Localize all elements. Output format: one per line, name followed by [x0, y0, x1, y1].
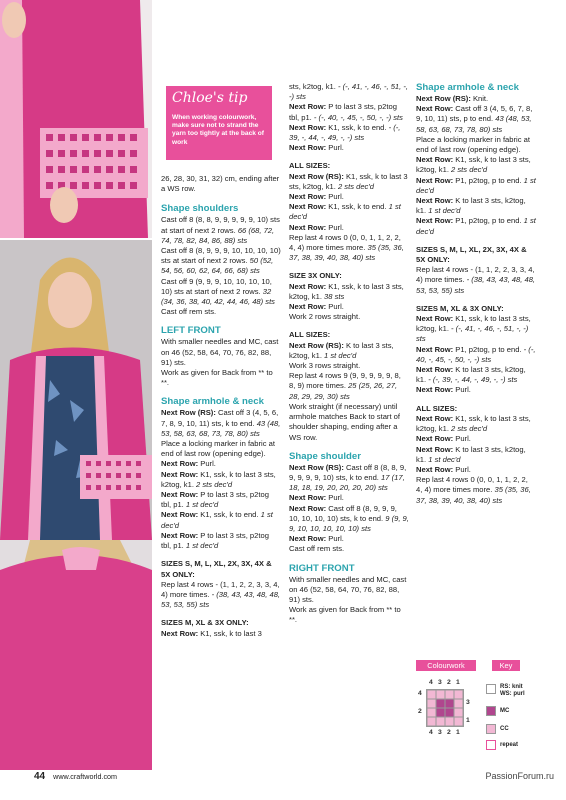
tip-text: When working colourwork, make sure not to strand the yarn too tightly at the back of work — [172, 114, 264, 146]
chart-row-label: 1 — [466, 717, 470, 724]
instruction: Next Row: K1, ssk, k to last 3 sts, k2tog, k1. - (-, 41, -, 46, -, 51, -, -) sts — [416, 314, 531, 344]
key-label-cc: CC — [500, 726, 509, 732]
instruction: Work 3 rows straight. — [289, 361, 361, 371]
chart-cell — [445, 699, 454, 708]
instruction: Cast off rem sts. — [161, 307, 217, 317]
chart-row-label: 3 — [466, 699, 470, 706]
instruction: Next Row: K1, ssk, k to end. 1 st dec'd — [289, 202, 401, 222]
instruction: Next Row: Purl. — [289, 302, 344, 312]
instruction: Rep last 4 rows - (1, 1, 2, 2, 3, 3, 4, 4) more times. - (38, 43, 43, 48, 48, 53, 53, 55) sts — [161, 579, 281, 610]
instruction: Next Row: Purl. — [289, 493, 344, 503]
size-heading: SIZES M, XL & 3X ONLY: — [161, 618, 249, 628]
key-title: Key — [492, 660, 520, 671]
instruction: Next Row: P1, p2tog, p to end. 1 st dec'd — [416, 216, 536, 236]
instruction: Next Row: P1, p2tog, p to end. - (-, 40, -, 45, -, 50, -, -) sts — [416, 344, 536, 364]
chart-grid — [426, 689, 464, 727]
chart-row-label: 4 — [418, 690, 422, 697]
chart-cell — [436, 717, 445, 726]
instruction: Rep last 4 rows 9 (9, 9, 9, 9, 9, 8, 8, 9) more times. 25 (25, 26, 27, 28, 29, 29, 30) sts — [289, 371, 401, 401]
heading-left-front: LEFT FRONT — [161, 325, 221, 337]
chart-cell — [427, 708, 436, 717]
size-heading: SIZES S, M, L, XL, 2X, 3X, 4X & 5X ONLY: — [416, 244, 527, 265]
key-label-mc: MC — [500, 708, 510, 714]
instruction: Next Row: K1, ssk, k to last 3 sts, k2tog, k1. 38 sts — [289, 281, 404, 301]
instruction: Next Row (RS): Cast off 8 (8, 8, 9, 9, 9, 9, 9, 10) sts, k to end. 17 (17, 18, 18, 19, 20, 20, 20, 20) sts — [289, 462, 407, 493]
instruction: Rep last 4 rows 0 (0, 0, 1, 1, 2, 2, 4, 4) more times more. 35 (35, 36, 37, 38, 39, 40, 38, 40) sts — [416, 475, 531, 505]
pattern-column-3 — [416, 0, 536, 506]
watermark: PassionForum.ru — [485, 771, 554, 781]
instruction: Cast off 8 (8, 9, 9, 9, 10, 10, 10, 10) sts at start of next 2 rows. 50 (52, 54, 56, 60, 62, 64, 66, 68) sts — [161, 246, 281, 276]
instruction: With smaller needles and MC, cast on 46 (52, 58, 64, 70, 76, 82, 88, 91) sts. — [161, 337, 279, 367]
chart-col-label: 4 — [429, 679, 433, 686]
chart-col-label: 3 — [438, 729, 442, 736]
instruction: Work as given for Back from ** to **. — [289, 605, 401, 625]
chart-cell — [436, 708, 445, 717]
instruction: Place a locking marker in fabric at end of last row (opening edge). — [416, 134, 530, 155]
colourwork-chart — [416, 660, 476, 756]
cc-swatch — [486, 724, 496, 734]
chart-col-label: 2 — [447, 679, 451, 686]
chart-cell — [454, 708, 463, 717]
instruction: Cast off 8 (8, 8, 9, 9, 9, 9, 9, 10) sts at start of next 2 rows. 66 (68, 72, 74, 78, 82, 84, 86, 88) sts — [161, 215, 280, 245]
instruction: Place a locking marker in fabric at end of last row (opening edge). — [161, 439, 275, 459]
instruction: Next Row: K1, ssk, k to last 3 sts, k2tog, k1. 2 sts dec'd — [416, 413, 531, 434]
page-footer — [34, 770, 117, 784]
instruction: Next Row: P1, p2tog, p to end. 1 st dec'd — [416, 175, 536, 195]
heading-right-front: RIGHT FRONT — [289, 562, 355, 574]
heading-shape-shoulder: Shape shoulder — [289, 450, 361, 462]
intro-text: 26, 28, 30, 31, 32) cm, ending after a WS row. — [161, 174, 280, 194]
instruction: Next Row: Purl. — [289, 192, 344, 202]
model-photo — [0, 240, 152, 540]
instruction: Next Row: Cast off 3 (4, 5, 6, 7, 8, 9, 10, 11) sts, p to end. 43 (48, 53, 58, 63, 68, 73, 78, 80) sts — [416, 104, 533, 134]
instruction: Next Row: P to last 3 sts, p2tog tbl, p1. - (-, 40, -, 45, -, 50, -, -) sts — [289, 102, 403, 122]
instruction: Work as given for Back from ** to **. — [161, 368, 273, 388]
size-heading: ALL SIZES: — [416, 403, 458, 413]
instruction: Rep last 4 rows - (1, 1, 2, 2, 3, 3, 4, 4) more times. - (38, 43, 43, 48, 48, 53, 53, 55) sts — [416, 265, 536, 295]
size-heading: SIZES M, XL & 3X ONLY: — [416, 303, 504, 313]
instruction: Cast off rem sts. — [289, 544, 345, 554]
instruction: Work 2 rows straight. — [289, 312, 361, 322]
instruction: Next Row: Cast off 8 (8, 9, 9, 9, 10, 10, 10, 10) sts, k to end. 9 (9, 9, 9, 10, 10, 10, 10, 10) sts — [289, 503, 409, 533]
instruction: Next Row: Purl. — [289, 534, 344, 544]
chart-cell — [427, 699, 436, 708]
instruction: Next Row: K to last 3 sts, k2tog, k1. 1 st dec'd — [416, 196, 526, 216]
instruction: Next Row (RS): K1, ssk, k to last 3 sts, k2tog, k1. 2 sts dec'd — [289, 171, 408, 191]
tip-title: Chloe's tip — [172, 90, 248, 106]
chart-cell — [445, 708, 454, 717]
instruction: Next Row: K1, ssk, k to last 3 sts, k2tog, k1. 2 sts dec'd — [416, 155, 531, 175]
chart-col-label: 3 — [438, 679, 442, 686]
instruction: Next Row: Purl. — [416, 385, 471, 395]
instruction: Next Row: K1, ssk, k to end. 1 st dec'd — [161, 510, 273, 530]
heading-shape-armhole-neck: Shape armhole & neck — [416, 82, 519, 93]
chart-cell — [454, 690, 463, 699]
instruction: Cast off 9 (9, 9, 9, 10, 10, 10, 10, 10) sts at start of next 2 rows. 32 (34, 36, 38, 40, 42, 44, 46, 48) sts — [161, 276, 275, 307]
chart-cell — [436, 690, 445, 699]
instruction: Next Row: P to last 3 sts, p2tog tbl, p1. 1 st dec'd — [161, 530, 269, 551]
instruction: Next Row: Purl. — [289, 143, 344, 153]
chart-key — [484, 660, 540, 756]
instruction: Next Row (RS): Cast off 3 (4, 5, 6, 7, 8, 9, 10, 11) sts, k to end. 43 (48, 53, 58, 63, 68, 73, 78, 80) sts — [161, 408, 281, 438]
instruction: Next Row: K1, ssk, k to end. - (-, 39, -, 44, -, 49, -, -) sts — [289, 122, 401, 143]
instruction: Next Row: Purl. — [416, 464, 471, 474]
key-label-repeat: repeat — [500, 742, 519, 748]
pattern-column-1 — [161, 0, 281, 639]
size-heading: SIZE 3X ONLY: — [289, 271, 342, 281]
knit-purl-swatch — [486, 684, 496, 694]
instruction: sts, k2tog, k1. - (-, 41, -, 46, -, 51, -, -) sts — [289, 82, 409, 102]
chart-col-label: 1 — [456, 729, 460, 736]
back-view-photo — [0, 540, 152, 770]
instruction: Next Row: Purl. — [161, 459, 216, 469]
footer-site: www.craftworld.com — [53, 772, 118, 781]
size-heading: ALL SIZES: — [289, 161, 331, 171]
chart-col-label: 1 — [456, 679, 460, 686]
size-heading: SIZES S, M, L, XL, 2X, 3X, 4X & 5X ONLY: — [161, 559, 272, 579]
instruction: Rep last 4 rows 0 (0, 0, 1, 1, 2, 2, 4, 4) more times more. 35 (35, 36, 37, 38, 39, 40, 38, 40) sts — [289, 232, 404, 263]
chart-col-label: 4 — [429, 729, 433, 736]
mc-swatch — [486, 706, 496, 716]
chart-col-label: 2 — [447, 729, 451, 736]
chart-title: Colourwork — [416, 660, 476, 671]
page-number: 44 — [34, 771, 46, 782]
instruction: Next Row: P to last 3 sts, p2tog tbl, p1. 1 st dec'd — [161, 490, 269, 510]
chart-cell — [427, 717, 436, 726]
repeat-swatch — [486, 740, 496, 750]
chart-cell — [454, 699, 463, 708]
instruction: Next Row (RS): Knit. — [416, 94, 489, 103]
chart-cell — [427, 690, 436, 699]
instruction: Next Row (RS): K to last 3 sts, k2tog, k1. 1 st dec'd — [289, 340, 394, 360]
instruction: Next Row: K to last 3 sts, k2tog, k1. 1 st dec'd — [416, 444, 526, 464]
instruction: Next Row: Purl. — [289, 222, 344, 232]
size-heading: ALL SIZES: — [289, 330, 331, 340]
pattern-column-2 — [289, 0, 409, 626]
photo-column — [0, 0, 152, 770]
instruction: Next Row: K1, ssk, k to last 3 sts, k2tog, k1. 2 sts dec'd — [161, 469, 276, 489]
chart-cell — [445, 690, 454, 699]
instruction: Next Row: Purl. — [416, 434, 471, 444]
instruction: Work straight (if necessary) until armhole matches Back to start of shoulder shaping, ending after a WS row. — [289, 401, 400, 442]
chart-cell — [436, 699, 445, 708]
heading-shape-shoulders: Shape shoulders — [161, 203, 239, 215]
chart-row-label: 2 — [418, 708, 422, 715]
instruction: Next Row: K to last 3 sts, k2tog, k1. - (-, 39, -, 44, -, 49, -, -) sts — [416, 365, 526, 385]
chart-cell — [454, 717, 463, 726]
instruction: Next Row: K1, ssk, k to last 3 — [161, 628, 262, 638]
cardigan-detail-photo — [0, 0, 152, 238]
chart-cell — [445, 717, 454, 726]
heading-shape-armhole-neck: Shape armhole & neck — [161, 396, 264, 408]
instruction: With smaller needles and MC, cast on 46 (52, 58, 64, 70, 76, 82, 88, 91) sts. — [289, 574, 407, 604]
key-label-rs-ws: RS: knit WS: purl — [500, 684, 525, 697]
